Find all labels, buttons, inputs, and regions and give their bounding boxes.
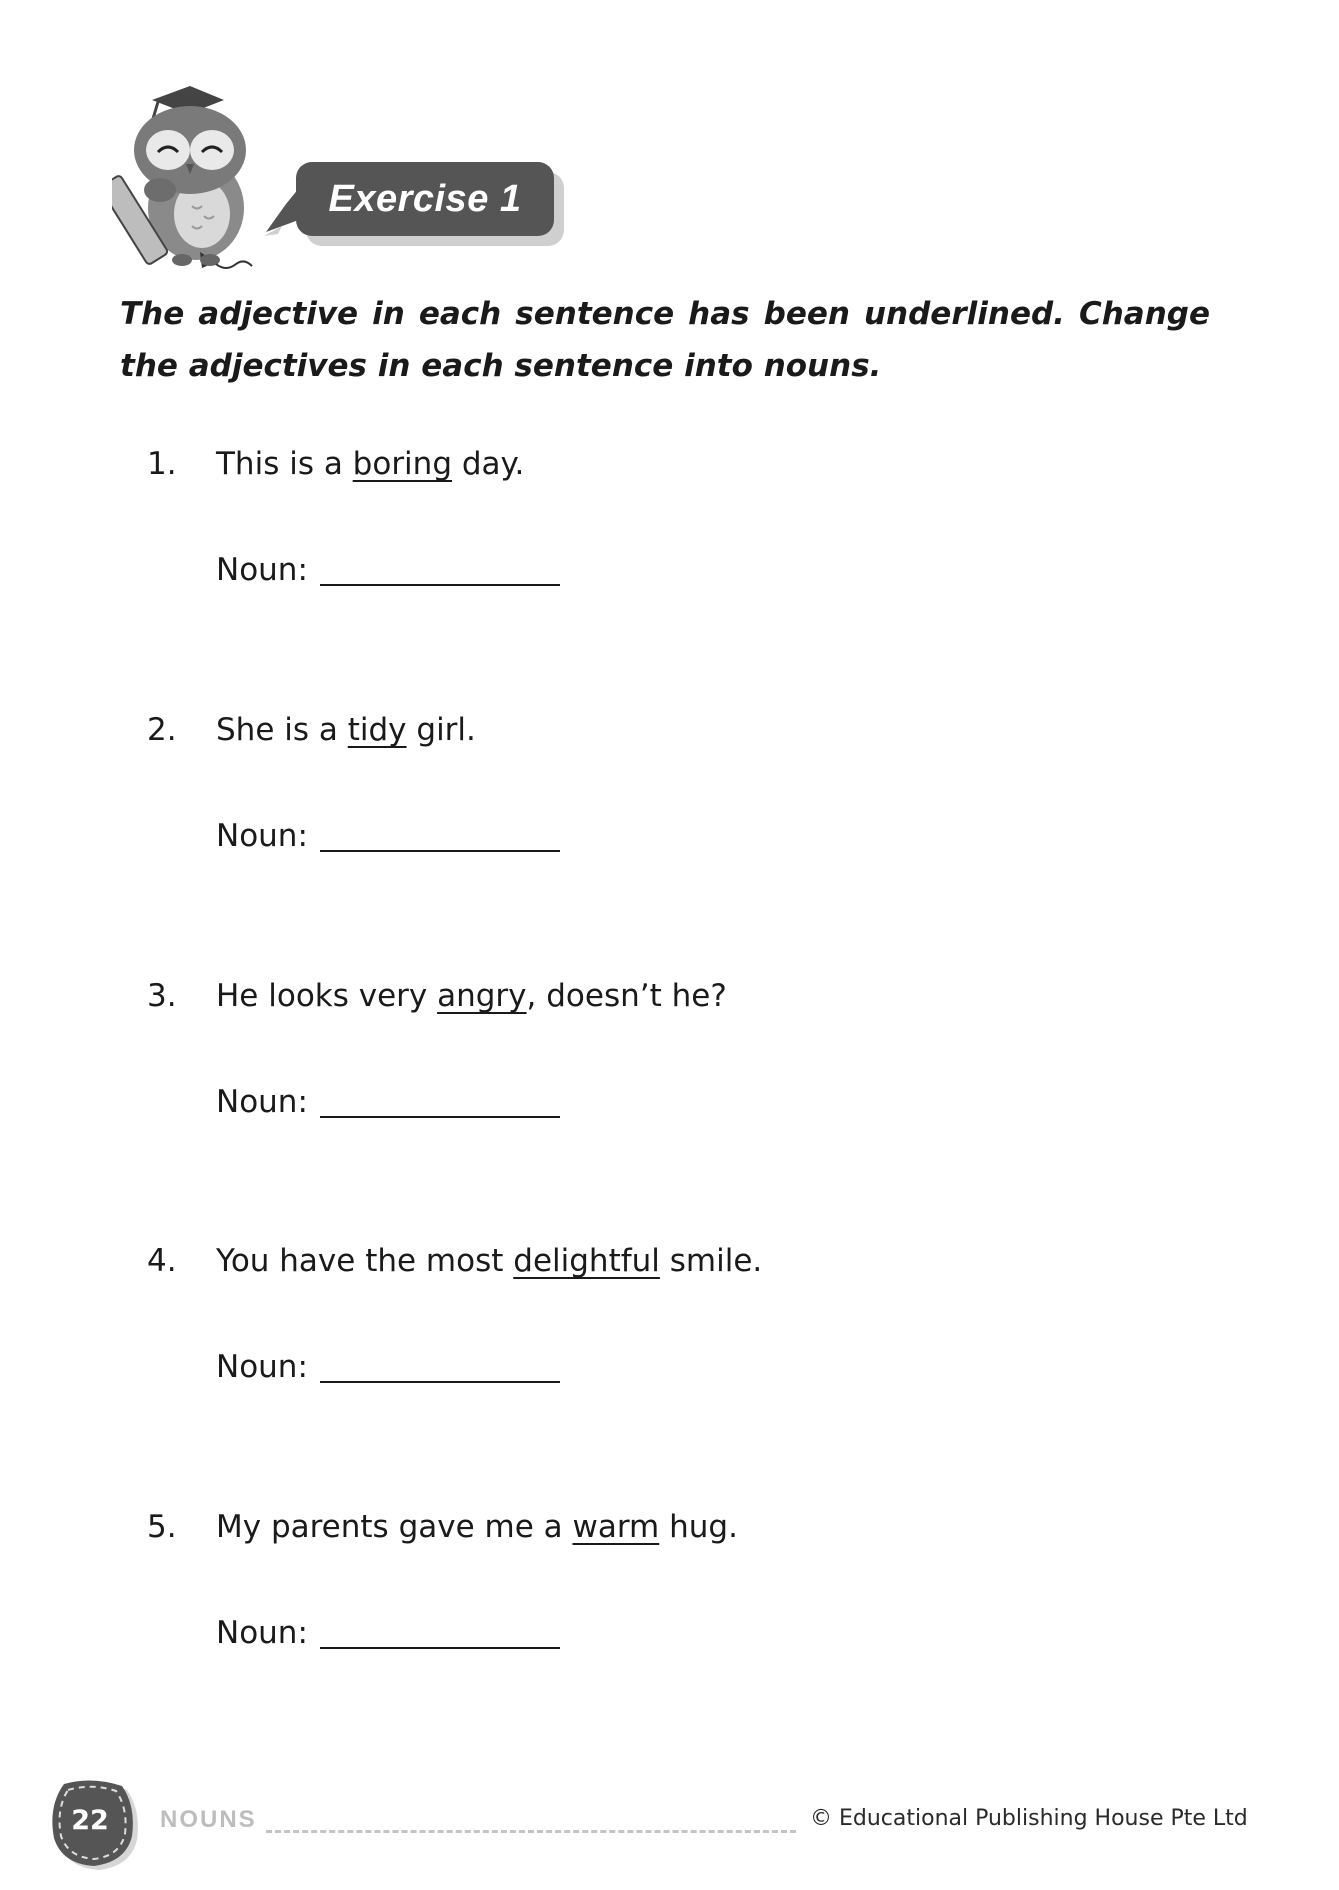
question-3 bbox=[147, 978, 727, 1128]
section-label: NOUNS bbox=[160, 1806, 257, 1833]
underlined-adjective: tidy bbox=[347, 712, 407, 748]
exercise-title-badge bbox=[296, 162, 566, 250]
copyright-text: © Educational Publishing House Pte Ltd bbox=[810, 1806, 1248, 1831]
noun-label: Noun: bbox=[216, 552, 308, 588]
underlined-adjective: warm bbox=[572, 1509, 660, 1545]
noun-label: Noun: bbox=[216, 1349, 308, 1385]
question-sentence: She is a tidy girl. bbox=[216, 712, 476, 748]
question-number: 3. bbox=[147, 978, 177, 1014]
footer-divider bbox=[266, 1830, 796, 1833]
question-number: 5. bbox=[147, 1509, 177, 1545]
noun-answer-blank[interactable] bbox=[320, 1647, 560, 1649]
question-sentence: You have the most delightful smile. bbox=[216, 1243, 763, 1279]
noun-label: Noun: bbox=[216, 1615, 308, 1651]
question-1 bbox=[147, 446, 560, 596]
question-number: 4. bbox=[147, 1243, 177, 1279]
question-sentence: My parents gave me a warm hug. bbox=[216, 1509, 738, 1545]
question-sentence: He looks very angry, doesn’t he? bbox=[216, 978, 727, 1014]
noun-label: Noun: bbox=[216, 818, 308, 854]
underlined-adjective: delightful bbox=[513, 1243, 660, 1279]
question-4 bbox=[147, 1243, 762, 1393]
question-5 bbox=[147, 1509, 738, 1659]
question-number: 2. bbox=[147, 712, 177, 748]
question-number: 1. bbox=[147, 446, 177, 482]
exercise-title: Exercise 1 bbox=[296, 162, 554, 236]
noun-answer-blank[interactable] bbox=[320, 1381, 560, 1383]
question-sentence: This is a boring day. bbox=[216, 446, 525, 482]
noun-answer-blank[interactable] bbox=[320, 850, 560, 852]
instructions-text: The adjective in each sentence has been underlined. Change the adjectives in each sentence into nouns. bbox=[120, 296, 1210, 384]
page-number: 22 bbox=[71, 1804, 109, 1836]
noun-answer-blank[interactable] bbox=[320, 584, 560, 586]
underlined-adjective: angry bbox=[437, 978, 527, 1014]
underlined-adjective: boring bbox=[352, 446, 452, 482]
question-2 bbox=[147, 712, 560, 862]
noun-answer-blank[interactable] bbox=[320, 1116, 560, 1118]
noun-label: Noun: bbox=[216, 1084, 308, 1120]
